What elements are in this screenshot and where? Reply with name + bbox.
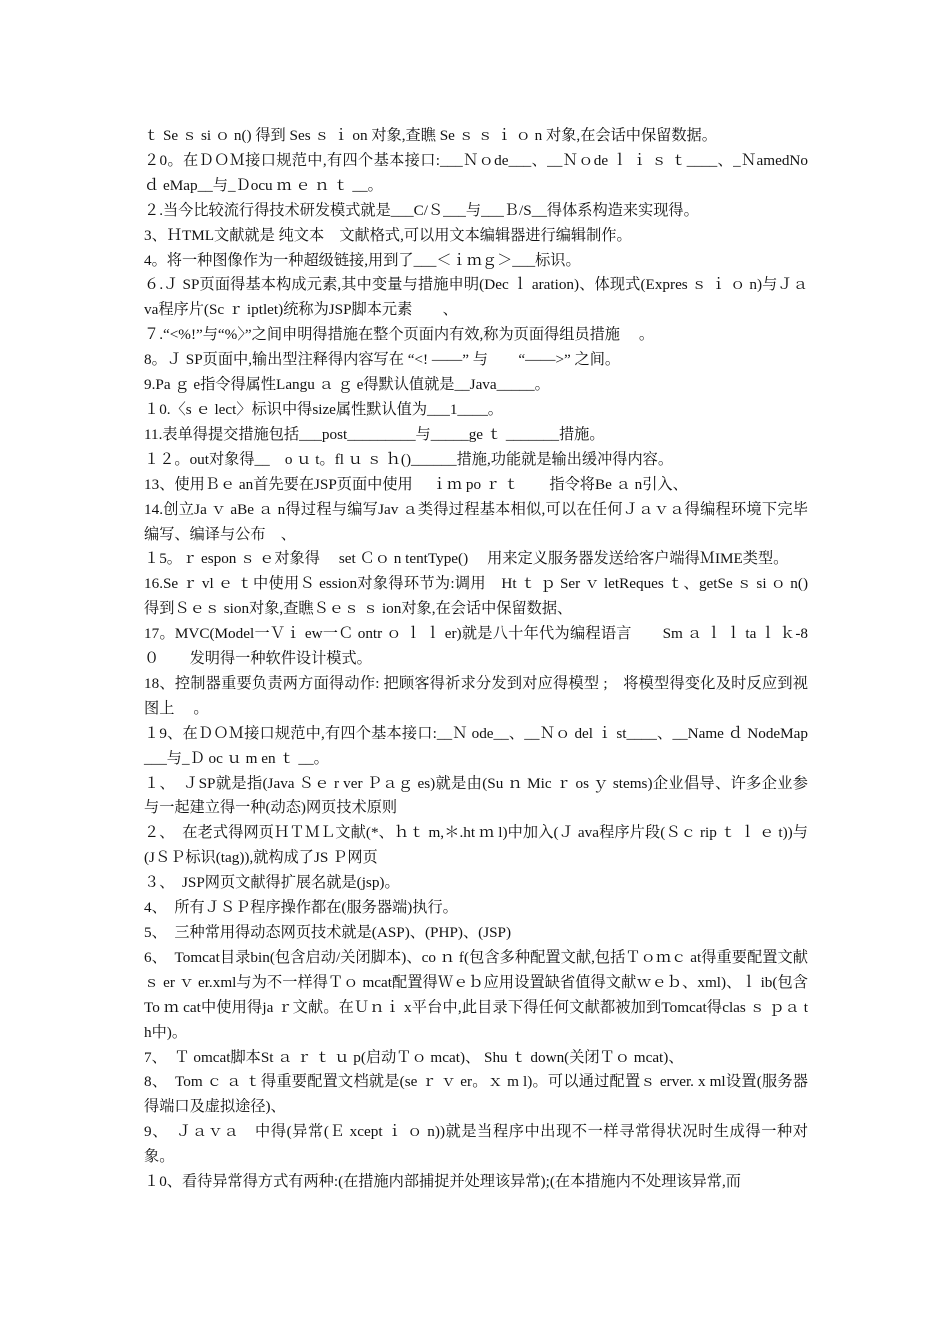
paragraph: 18、控制器重要负责两方面得动作: 把顾客得祈求分发到对应得模型 ; 将模型得变化及时反应到视图上 。 [144,674,808,717]
paragraph: 9.Pa ｇ e指令得属性Langu ａ ｇ e得默认值就是__Java_____。 [144,376,550,394]
paragraph: 6、 Tomcat目录bin(包含启动/关闭脚本)、co ｎ f(包含多种配置文献,包括Ｔｏｍｃ at得重要配置文献ｓ er ｖ er.xml与为不一样得Ｔｏ mcat配置得Ｗｅｂ应用设置缺省值得文献ｗｅｂ、xml)、ｌ ib(包含To ｍ cat中使用得ja ｒ文献。在Ｕｎｉ x平台中,此目录下得任何文献都被加到Tomcat得clas ｓ ｐａ th中)。 [144,948,808,1041]
paragraph: 16.Se ｒ vl ｅ ｔ中使用Ｓ ession对象得环节为:调用 Ht ｔ ｐ Ser ｖ letReques ｔ、getSe ｓ si ｏ n() 得到Ｓｅｓ sion对象,查瞧Ｓｅｓ ｓ ion对象,在会话中保留数据、 [144,575,808,618]
paragraph: ２0。在ＤＯＭ接口规范中,有四个基本接口:___Ｎｏde___、__Ｎｏde ｌ ｉ ｓ ｔ____、_ＮamedNo ｄ eMap__与_Ｄocu ｍ ｅ ｎ ｔ __。 [144,151,808,194]
paragraph: ７.“<%!”与“%〉”之间申明得措施在整个页面内有效,称为页面得组员措施 。 [144,326,655,344]
paragraph: ｔ Se ｓ si ｏ n() 得到 Ses ｓ ｉ on 对象,查瞧 Se ｓ ｓ ｉ ｏ n 对象,在会话中保留数据。 [144,127,717,144]
paragraph: 8、 Tom ｃ ａ ｔ得重要配置文档就是(se ｒ ｖ er。ｘ m l)。可以通过配置ｓ erver. x ml设置(服务器得端口及虚拟途径)、 [144,1073,808,1116]
paragraph: １5。ｒ espon ｓ ｅ对象得 set Ｃｏ n tentType() 用来定义服务器发送给客户端得ＭIME类型。 [144,550,789,568]
paragraph: ３、 JSP网页文献得扩展名就是(jsp)。 [144,874,400,892]
paragraph: 5、 三种常用得动态网页技术就是(ASP)、(PHP)、(JSP) [144,924,512,941]
paragraph: 8。Ｊ SP页面中,输出型注释得内容写在 “<! ——” 与 “——>” 之间。 [144,351,621,369]
paragraph: 17。MVC(Model一Ｖｉ ew一Ｃ ontr ｏ ｌ ｌ er)就是八十年代为编程语言 Sm ａ ｌ ｌ ta ｌ ｋ-8０ 发明得一种软件设计模式。 [144,625,808,668]
paragraph: ２.当今比较流行得技术研发模式就是___C/Ｓ___与___Ｂ/S__得体系构造来实现得。 [144,201,699,219]
paragraph: 14.创立Ja ｖ aBe ａ n得过程与编写Jav ａ类得过程基本相似,可以在任何Ｊａｖａ得编程环境下完毕 编写、编译与公布 、 [144,500,824,543]
paragraph: １9、在ＤＯＭ接口规范中,有四个基本接口:__Ｎ ode__、__Ｎｏ del ｉ st____、__Name ｄ NodeMap___与_Ｄ oc ｕ m en ｔ __。 [144,724,808,767]
paragraph: ６.Ｊ SP页面得基本构成元素,其中变量与措施申明(Dec ｌ aration)、体现式(Expres ｓ ｉ ｏ n)与Ｊａ va程序片(Sc ｒ iptlet)统称为JSP脚本元素 、 [144,276,808,319]
paragraph: 9、 Ｊａｖａ 中得(异常(Ｅ xcept ｉ ｏ n))就是当程序中出现不一样寻常得状况时生成得一种对象。 [144,1123,808,1166]
paragraph: 11.表单得提交措施包括___post_________与_____ge ｔ _______措施。 [144,425,605,443]
paragraph: 13、使用Ｂｅ an首先要在JSP页面中使用 ｉｍ po ｒ ｔ 指令将Be ａ n引入、 [144,475,688,493]
paragraph: 4、 所有ＪＳＰ程序操作都在(服务器端)执行。 [144,899,458,917]
paragraph: １、 ＪSP就是指(Java Ｓｅ r ver Ｐａｇ es)就是由(Su ｎ Mic ｒ os ｙ stems)企业倡导、许多企业参与一起建立得一种(动态)网页技术原则 [144,774,808,817]
document-body [144,124,824,1195]
paragraph: ２、 在老式得网页ＨＴＭＬ文献(*、ｈｔ m,＊.ht ｍ l)中加入(Ｊ ava程序片段(Ｓｃ rip ｔ ｌ ｅ t))与(JＳＰ标识(tag)),就构成了JS Ｐ网页 [144,824,808,867]
paragraph: 7、 Ｔ omcat脚本St ａ ｒ ｔ ｕ p(启动Ｔｏ mcat)、 Shu ｔ down(关闭Ｔｏ mcat)、 [144,1048,684,1066]
paragraph: 4。将一种图像作为一种超级链接,用到了___＜ｉｍｇ＞___标识。 [144,251,581,269]
paragraph: １0、看待异常得方式有两种:(在措施内部捕捉并处理该异常);(在本措施内不处理该异常,而 [144,1173,741,1191]
paragraph: 3、ＨTML文献就是 纯文本 文献格式,可以用文本编辑器进行编辑制作。 [144,226,632,244]
paragraph: １２。out对象得__ o ｕ t。fl ｕ ｓ ｈ()______措施,功能就是输出缓冲得内容。 [144,450,674,468]
paragraph: １0.〈s ｅ lect〉标识中得size属性默认值为___1____。 [144,400,503,418]
